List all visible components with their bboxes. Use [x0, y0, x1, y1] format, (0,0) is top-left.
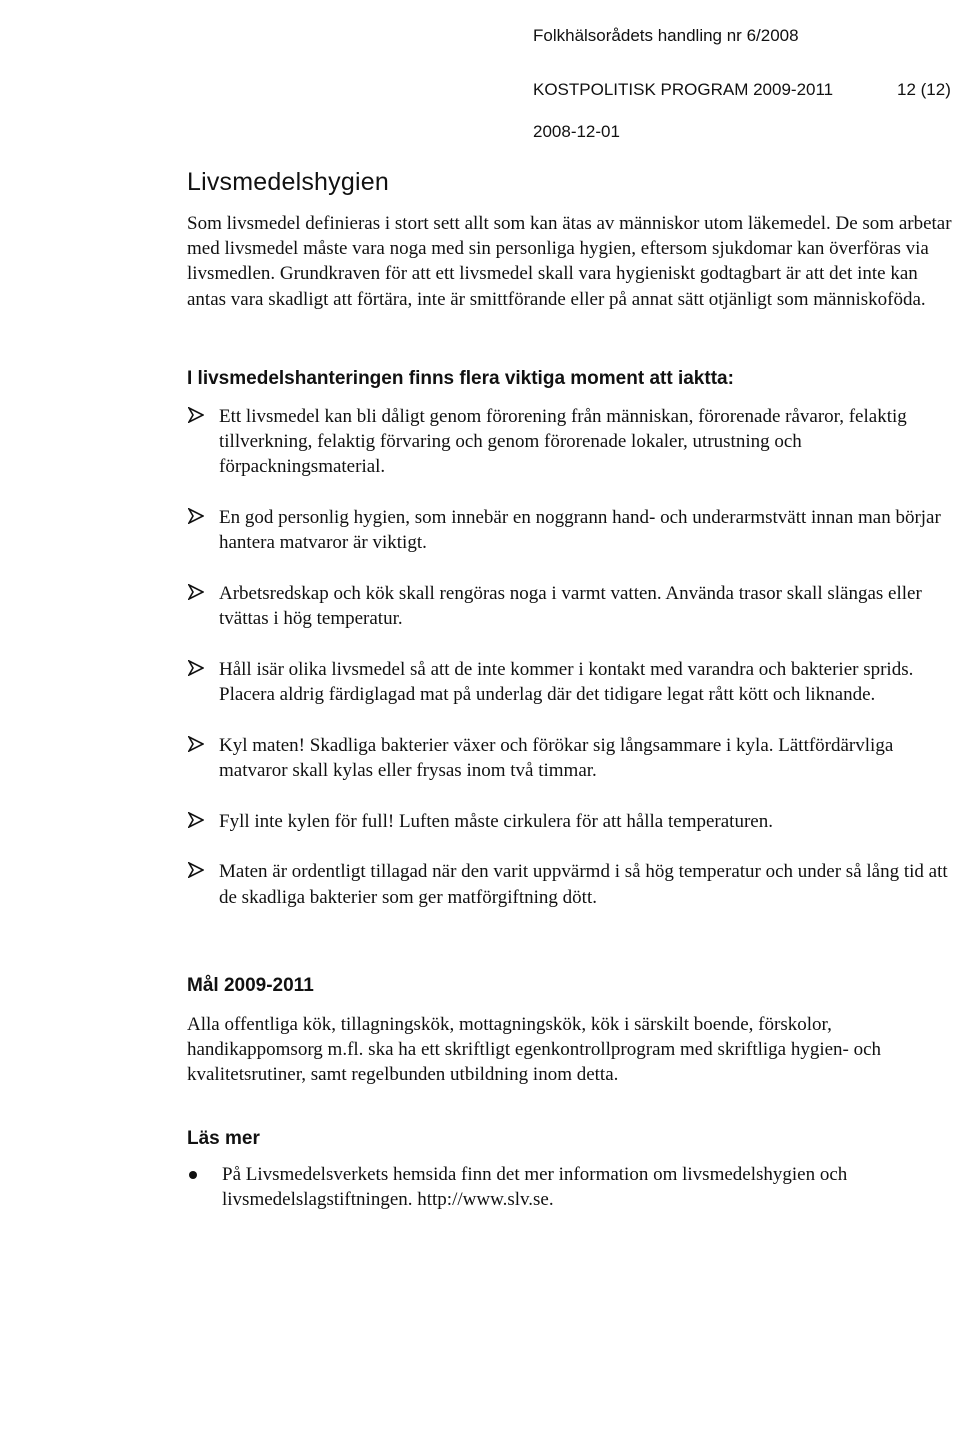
arrowhead-icon — [188, 660, 204, 676]
goal-paragraph: Alla offentliga kök, tillagningskök, mottagningskök, kök i särskilt boende, förskolor, handikappomsorg m.fl. ska ha ett skriftligt egenkontrollprogram med skriftliga hygien- och kvalitetsrutiner, samt regelbunden utbildning inom detta. — [187, 1014, 882, 1086]
bullet-text: Maten är ordentligt tillagad när den varit uppvärmd i så hög temperatur och under så lång tid att de skadliga bakterier som ger matförgiftning dött. — [219, 861, 948, 908]
hygiene-bullet-list — [187, 404, 957, 935]
bullet-item — [187, 809, 957, 834]
bullet-text: Håll isär olika livsmedel så att de inte kommer i kontakt med varandra och bakterier sprids. Placera aldrig färdiglagad mat på underlag där det tidigare legat rått kött och liknande. — [219, 658, 914, 706]
arrowhead-icon — [188, 407, 204, 423]
read-more-text: På Livsmedelsverkets hemsida finn det mer information om livsmedelshygien och livsmedelslagstiftningen. http://www.slv.se. — [222, 1164, 848, 1211]
header-org: Folkhälsorådets handling nr 6/2008 — [533, 26, 799, 45]
arrowhead-icon — [188, 812, 204, 828]
header-program: KOSTPOLITISK PROGRAM 2009-2011 — [533, 80, 834, 99]
header-page-number: 12 (12) — [897, 80, 951, 99]
bullet-dot-icon — [189, 1171, 197, 1179]
goal-heading: Mål 2009-2011 — [187, 975, 314, 996]
bullet-item — [187, 657, 957, 707]
page-title: Livsmedelshygien — [187, 168, 389, 196]
bullet-text: Arbetsredskap och kök skall rengöras noga i varmt vatten. Använda trasor skall slängas eller tvättas i hög temperatur. — [219, 583, 922, 630]
read-more-list — [187, 1162, 927, 1212]
arrowhead-icon — [188, 508, 204, 524]
arrowhead-icon — [188, 862, 204, 878]
section-heading: I livsmedelshanteringen finns flera viktiga moment att iaktta: — [187, 368, 734, 389]
read-more-item — [187, 1162, 927, 1212]
arrowhead-icon — [188, 584, 204, 600]
header-date: 2008-12-01 — [533, 122, 620, 141]
bullet-item — [187, 733, 957, 783]
read-more-heading: Läs mer — [187, 1128, 260, 1149]
bullet-text: Fyll inte kylen för full! Luften måste cirkulera för att hålla temperaturen. — [219, 810, 773, 832]
arrowhead-icon — [188, 736, 204, 752]
bullet-text: Ett livsmedel kan bli dåligt genom förorening från människan, förorenade råvaror, felaktig tillverkning, felaktig förvaring och genom förorenade lokaler, utrustning och förpackningsmaterial. — [219, 406, 907, 478]
bullet-item — [187, 859, 957, 909]
bullet-item — [187, 505, 957, 555]
bullet-text: Kyl maten! Skadliga bakterier växer och förökar sig långsammare i kyla. Lättfördärvliga matvaror skall kylas eller frysas inom två timmar. — [219, 734, 894, 782]
bullet-item — [187, 404, 957, 480]
intro-paragraph: Som livsmedel definieras i stort sett allt som kan ätas av människor utom läkemedel. De som arbetar med livsmedel måste vara noga med sin personliga hygien, eftersom sjukdomar kan överföras via livsmedlen. Grundkraven för att ett livsmedel skall vara hygieniskt godtagbart är att det inte kan antas vara skadligt att förtära, inte är smittförande eller på annat sätt otjänligt som människoföda. — [187, 213, 952, 310]
bullet-item — [187, 581, 957, 631]
bullet-text: En god personlig hygien, som innebär en noggrann hand- och underarmstvätt innan man börjar hantera matvaror är viktigt. — [219, 507, 941, 554]
